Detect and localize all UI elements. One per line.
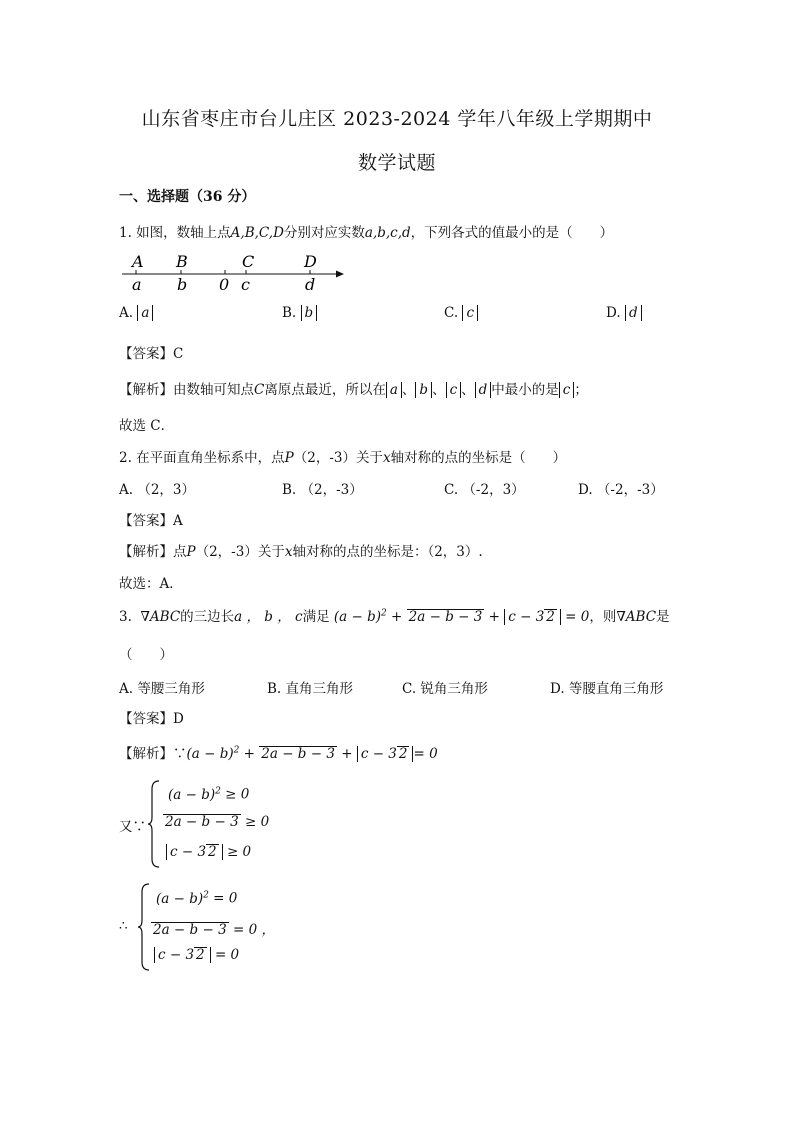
q1-stem-prefix: 1. 如图，数轴上点 [119,225,231,241]
system1-row1: $(a - b)^2 \ge 0$ [168,786,250,803]
q1-option-a: A. a [119,305,153,321]
q3-option-c: C. 锐角三角形 [402,681,488,697]
q2-conclusion: 故选：A． [119,576,183,592]
label-C: C [242,252,255,271]
label-0: 0 [219,275,230,294]
q3-answer: 【答案】D [119,711,184,727]
q2-analysis: 【解析】点P（2，-3）关于x轴对称的点的坐标是：（2，3）. [119,544,483,560]
q3-option-d: D. 等腰直角三角形 [550,681,664,697]
q1-points-caps: A,B,C,D [230,225,284,241]
q3-option-b: B. 直角三角形 [267,681,354,697]
q1-stem-mid: 分别对应实数 [283,225,365,241]
q1-answer: 【答案】C [119,346,184,362]
q1-option-c: C. c [444,305,478,321]
question-2-stem: 2. 在平面直角坐标系中，点P（2，-3）关于x轴对称的点的坐标是（ ） [119,450,567,466]
system2-row3: c − 3 2 = 0 [154,947,239,963]
q2-option-d: D. （-2，-3） [578,482,664,498]
label-B: B [176,252,188,271]
q3-also-because: 又∵ [119,819,146,835]
label-b: b [177,275,188,294]
label-D: D [304,252,317,271]
q3-therefore: ∴ [119,918,128,934]
number-line-arrow [336,271,344,278]
label-c: c [241,275,250,294]
q1-option-b: B. b [282,305,317,321]
q1-stem-suffix: ，下列各式的值最小的是（ ） [410,225,614,241]
page-subtitle: 数学试题 [357,152,436,174]
q1-option-d: D. d [606,305,642,321]
q3-paren: （ ） [119,647,173,663]
system1-row3: c − 3 2 ≥ 0 [166,844,251,860]
q2-option-b: B. （2，-3） [282,482,363,498]
section-heading: 一、选择题（36 分） [119,189,256,205]
q2-option-c: C. （-2，3） [444,482,525,498]
q2-option-a: A. （2，3） [119,482,196,498]
number-line-figure [118,250,358,294]
question-3-stem: 3. ∇ABC的三边长a ， b ， c满足 $(a - b)^2 + 2a - b - 3 + c - 3$ 2 = 0，则∇ABC是 [119,608,670,625]
system2-row1: $(a - b)^2 = 0$ [156,890,238,907]
label-A: A [132,252,144,271]
question-1-stem [119,221,613,241]
q3-option-a: A. 等腰三角形 [119,681,205,697]
q3-analysis: 【解析】∵(a − b)$^2$ + 2a − b − 3 + c − 3 2 = 0 [119,745,438,762]
q2-answer: 【答案】A [119,513,183,529]
q1-points-lower: a,b,c,d [364,225,411,241]
q1-conclusion: 故选 C． [119,418,175,434]
system2-row2: 2a − b − 3 = 0 ， [153,922,275,938]
page-title: 山东省枣庄市台儿庄区 2023-2024 学年八年级上学期期中 [141,108,653,130]
brace-1 [147,779,161,869]
label-a: a [132,275,142,294]
system1-row2: 2a − b − 3 ≥ 0 [165,814,270,830]
q1-analysis: 【解析】由数轴可知点C离原点最近，所以在 a 、 b 、 c 、 d 中最小的是 c ； [119,382,588,398]
label-d: d [305,275,316,294]
brace-2 [137,882,151,972]
